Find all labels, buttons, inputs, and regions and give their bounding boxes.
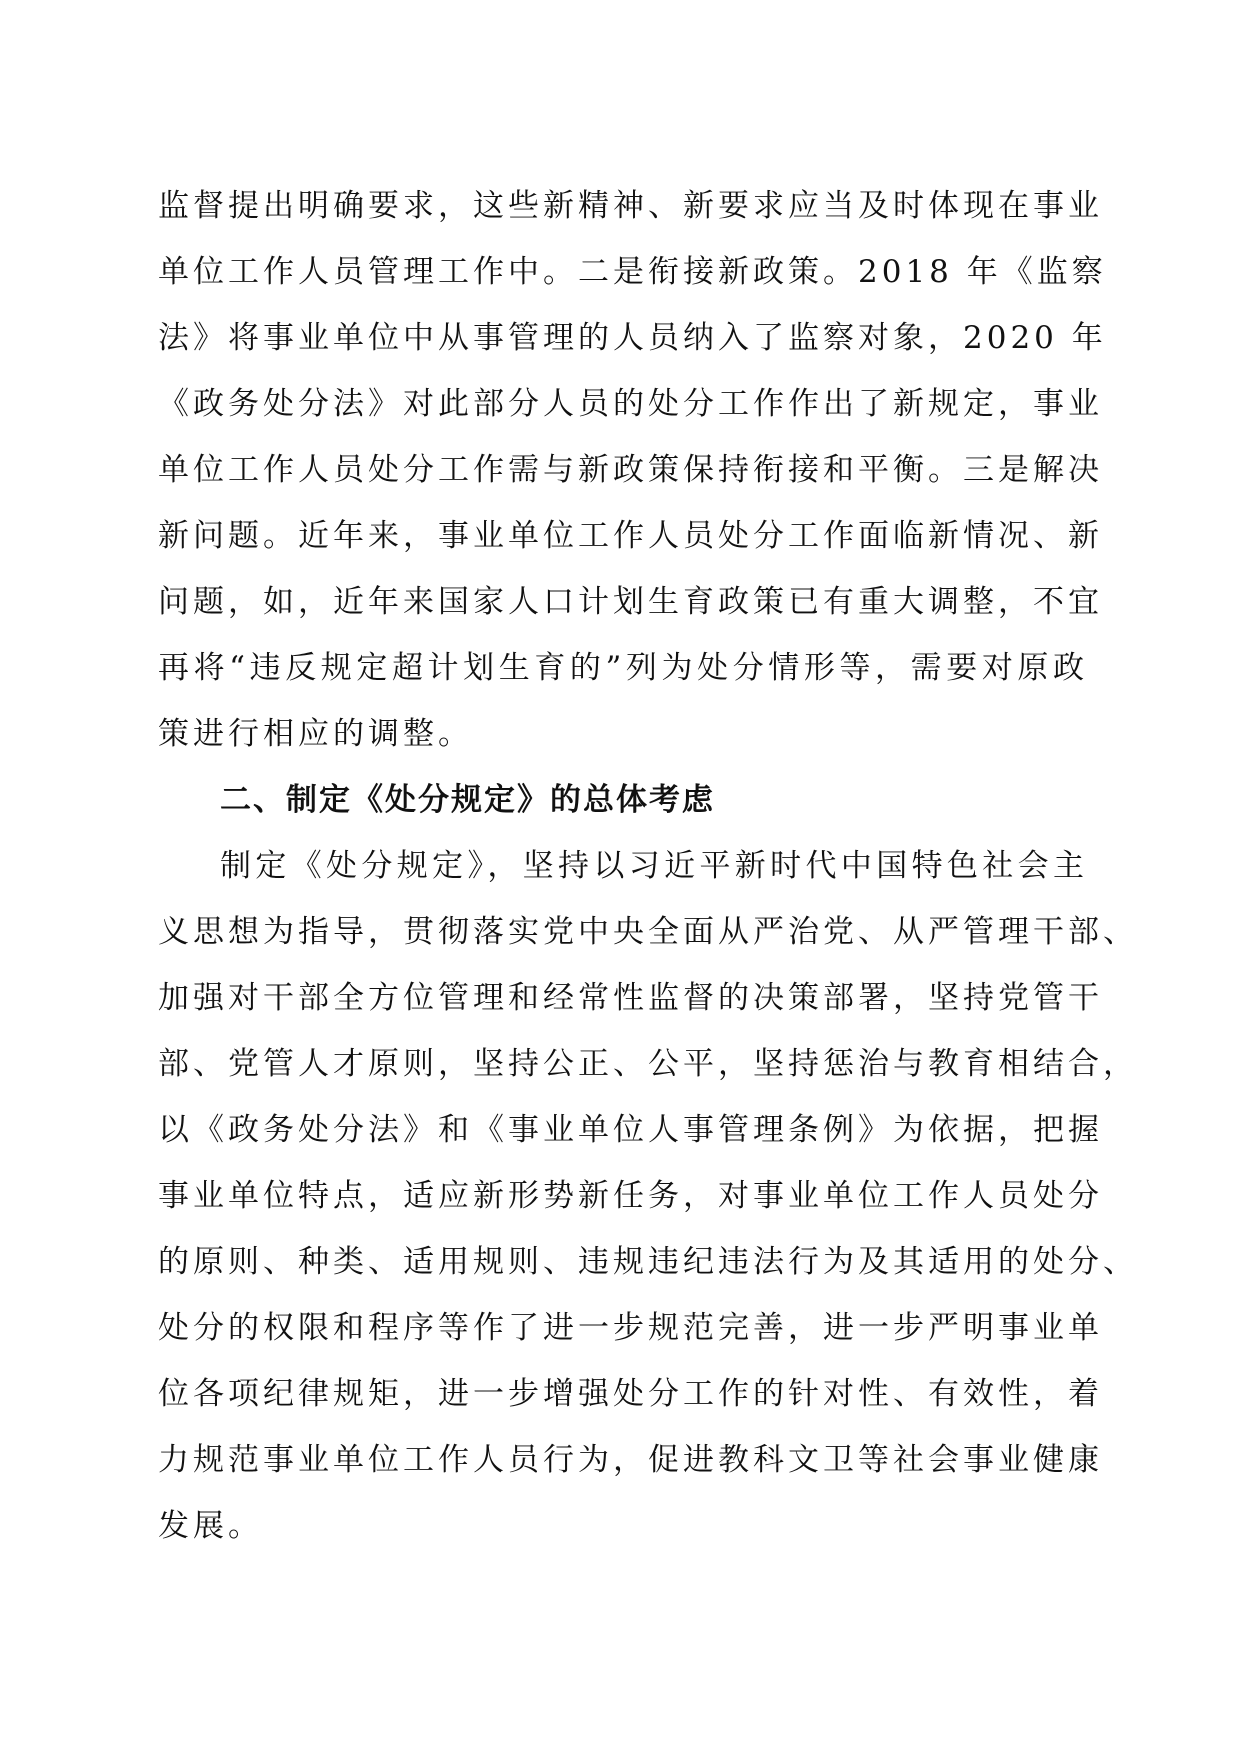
text-line: 问题，如，近年来国家人口计划生育政策已有重大调整，不宜: [158, 584, 1103, 620]
paragraph-context: [158, 186, 1107, 780]
paragraph-overall-considerations: [158, 846, 1138, 1572]
text-line: 《政务处分法》对此部分人员的处分工作作出了新规定，事业: [158, 386, 1103, 422]
text-line: 策进行相应的调整。: [158, 716, 473, 752]
text-line: 制定《处分规定》，坚持以习近平新时代中国特色社会主: [220, 848, 1088, 884]
text-line: 新问题。近年来，事业单位工作人员处分工作面临新情况、新: [158, 518, 1103, 554]
text-line: 发展。: [158, 1508, 263, 1544]
text-line: 部、党管人才原则，坚持公正、公平，坚持惩治与教育相结合，: [158, 1046, 1138, 1082]
text-line: 监督提出明确要求，这些新精神、新要求应当及时体现在事业: [158, 188, 1103, 224]
text-line: 单位工作人员管理工作中。二是衔接新政策。2018 年《监察: [158, 254, 1107, 290]
text-line: 再将“违反规定超计划生育的”列为处分情形等，需要对原政: [158, 650, 1088, 686]
document-body: [158, 186, 1138, 1572]
text-line: 力规范事业单位工作人员行为，促进教科文卫等社会事业健康: [158, 1442, 1103, 1478]
text-line: 义思想为指导，贯彻落实党中央全面从严治党、从严管理干部、: [158, 914, 1138, 950]
text-line: 单位工作人员处分工作需与新政策保持衔接和平衡。三是解决: [158, 452, 1103, 488]
section-heading: 二、制定《处分规定》的总体考虑: [220, 782, 715, 818]
text-line: 以《政务处分法》和《事业单位人事管理条例》为依据，把握: [158, 1112, 1103, 1148]
text-line: 事业单位特点，适应新形势新任务，对事业单位工作人员处分: [158, 1178, 1103, 1214]
text-line: 的原则、种类、适用规则、违规违纪违法行为及其适用的处分、: [158, 1244, 1138, 1280]
section-heading-wrap: [158, 780, 1088, 846]
text-line: 处分的权限和程序等作了进一步规范完善，进一步严明事业单: [158, 1310, 1103, 1346]
text-line: 加强对干部全方位管理和经常性监督的决策部署，坚持党管干: [158, 980, 1103, 1016]
text-line: 位各项纪律规矩，进一步增强处分工作的针对性、有效性，着: [158, 1376, 1103, 1412]
text-line: 法》将事业单位中从事管理的人员纳入了监察对象，2020 年: [158, 320, 1107, 356]
